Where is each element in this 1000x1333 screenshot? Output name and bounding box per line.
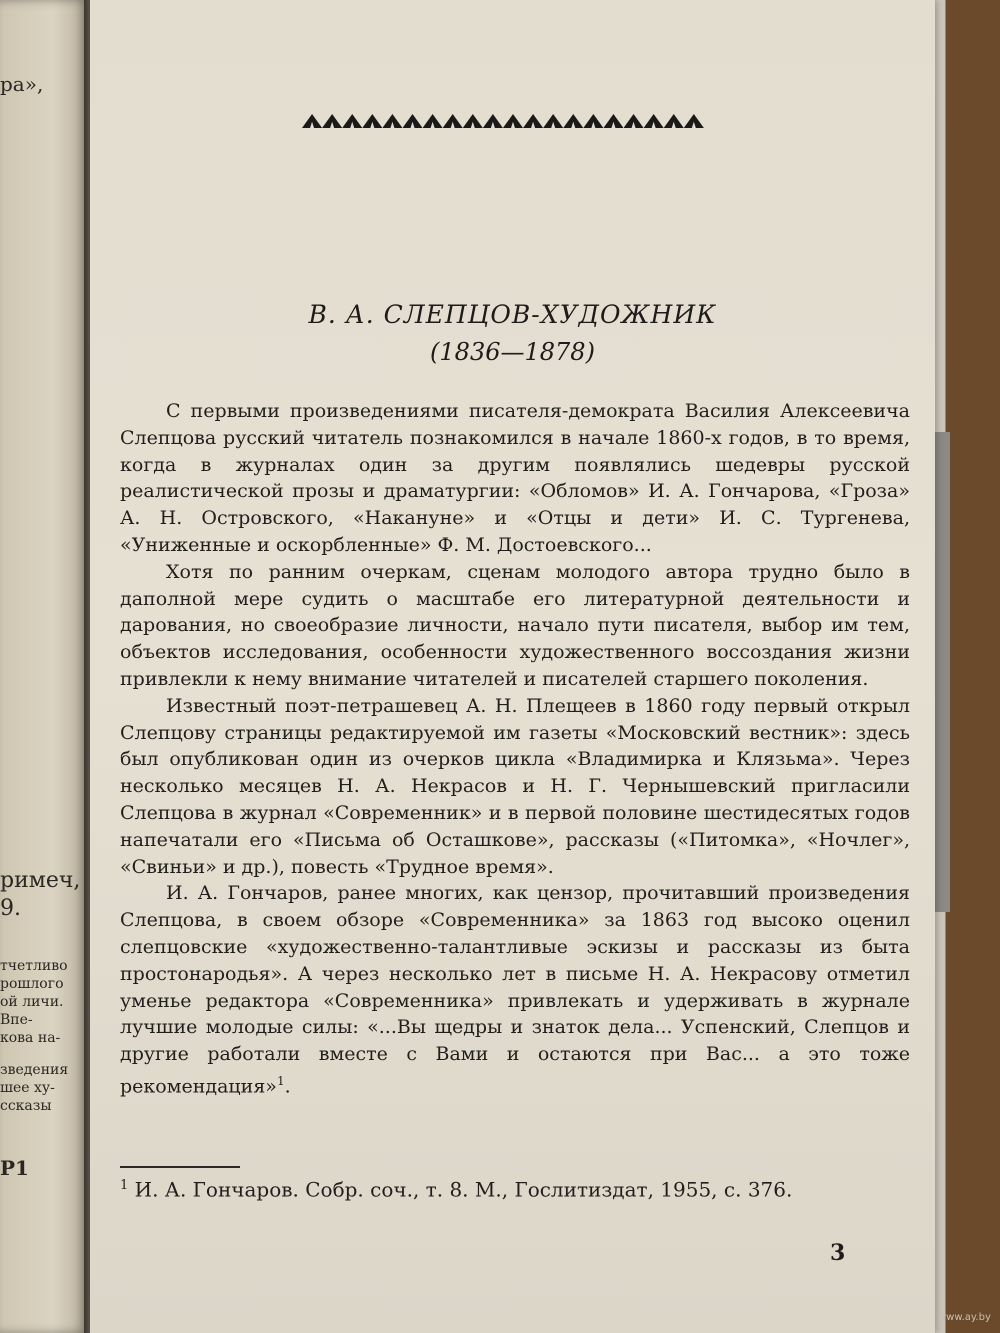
paragraph-3: Известный поэт-петрашевец А. Н. Плещеев в 1860 году первый открыл Слепцову страницы редактируемой им газеты «Московский вестник»: здесь был опубликован один из очерков цикла «Владимирка и Клязьма». Через несколько месяцев Н. А. Некрасов и Н. Г. Чернышевский пригласили Слепцова в журнал «Современник» и в первой половине шестидесятых годов напечатали его «Письма об Осташкове», рассказы («Питомка», «Ночлег», «Свиньи» и др.), повесть «Трудное время». (120, 694, 910, 878)
left-page-fragment: ой личи. (0, 994, 64, 1010)
left-page-fragment: 9. (0, 896, 21, 921)
page-number: 3 (830, 1240, 846, 1266)
right-page (90, 0, 935, 1333)
watermark: www.ay.by (938, 1312, 991, 1323)
chapter-title: В. А. СЛЕПЦОВ-ХУДОЖНИК (308, 300, 717, 329)
left-page-fragment: тчетливо (0, 958, 68, 974)
left-page-fragment: Р1 (0, 1156, 29, 1180)
body-text (120, 398, 910, 1100)
chapter-years: (1836—1878) (430, 338, 595, 366)
left-page-fragment: римеч, (0, 868, 81, 893)
left-page-fragment: рошлого (0, 976, 64, 992)
left-page (0, 0, 88, 1333)
left-page-fragment: кова на- (0, 1030, 61, 1046)
paragraph-1: С первыми произведениями писателя-демократа Василия Алексеевича Слепцова русский читатель познакомился в начале 1860-х годов, в то время, когда в журналах один за другим появлялись шедевры русской реалистической прозы и драматургии: «Обломов» И. А. Гончарова, «Гроза» А. Н. Островского, «Накануне» и «Отцы и дети» И. С. Тургенева, «Униженные и оскорбленные» Ф. М. Достоевского... (120, 400, 910, 556)
header-ornament (302, 112, 704, 130)
paragraph-4: И. А. Гончаров, ранее многих, как цензор, прочитавший произведения Слепцова, в своем обзоре «Современника» за 1863 год высоко оценил слепцовские «художественно-талантливые эскизы и рассказы из быта простонародья». А через несколько лет в письме Н. А. Некрасову отметил уменье редактора «Современника» привлекать и удерживать в журнале лучшие молодые силы: «...Вы щедры и знаток дела... Успенский, Слепцов и другие работали вместе с Вами и остаются при Вас... а это тоже рекомендация»$^1$. (120, 882, 910, 1098)
footnote-rule (120, 1166, 240, 1168)
footnote-text: И. А. Гончаров. Собр. соч., т. 8. М., Гослитиздат, 1955, с. 376. (134, 1177, 793, 1202)
footnote-marker: 1 (120, 1178, 129, 1193)
footnote-reference: 1 (276, 1073, 285, 1088)
left-page-fragment: ссказы (0, 1098, 52, 1114)
left-page-fragment: зведения (0, 1062, 69, 1078)
paragraph-4-text: И. А. Гончаров, ранее многих, как цензор, прочитавший произведения Слепцова, в своем обзоре «Современника» за 1863 год высоко оценил слепцовские «художественно-талантливые эскизы и рассказы из быта простонародья». А через несколько лет в письме Н. А. Некрасову отметил уменье редактора «Современника» привлекать и удерживать в журнале лучшие молодые силы: «...Вы щедры и знаток дела... Успенский, Слепцов и другие работали вместе с Вами и остаются при Вас... а это тоже рекомендация» (120, 882, 910, 1098)
paragraph-2: Хотя по ранним очеркам, сценам молодого автора трудно было в дaполной мере судить о масштабе его литературной деятельности и дарования, но своеобразие личности, начало пути писателя, выбор им тем, объектов исследования, особенности художественного воссоздания жизни привлекли к нему внимание читателей и писателей старшего поколения. (120, 560, 910, 690)
left-page-fragment: ра», (0, 72, 44, 96)
footnote (120, 1170, 910, 1206)
left-page-fragment: шее ху- (0, 1080, 55, 1096)
left-page-fragment: Впе- (0, 1012, 33, 1028)
